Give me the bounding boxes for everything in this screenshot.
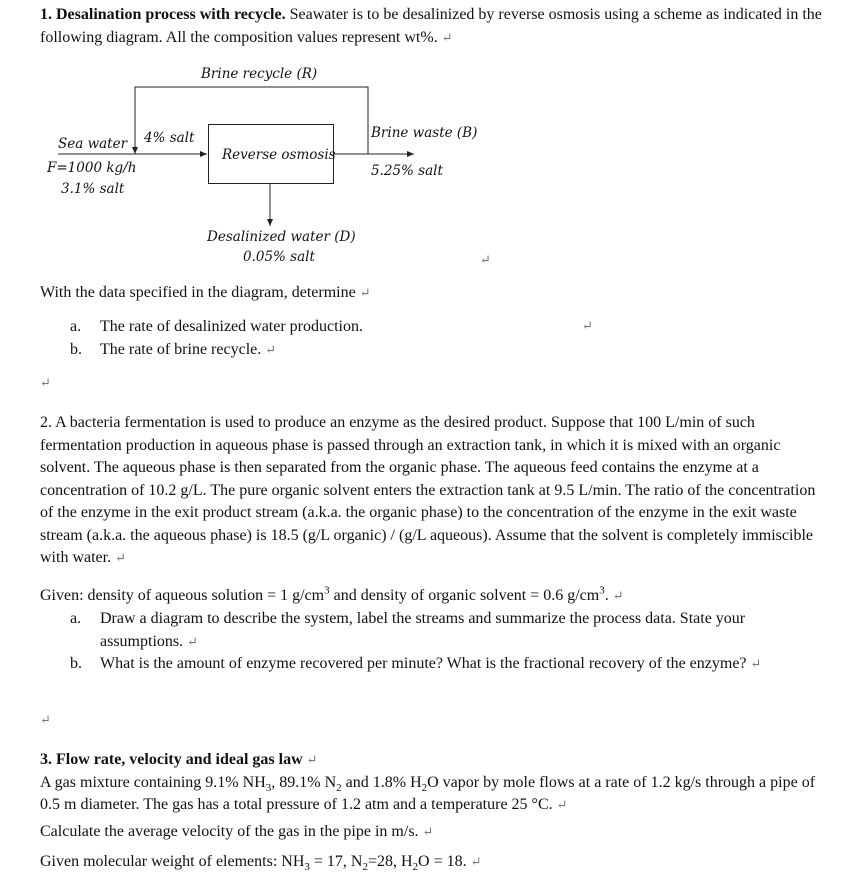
recycle-label: Brine recycle (R): [201, 66, 318, 82]
problem-3-text: , 89.1% N: [271, 773, 337, 791]
given-text: O = 18.: [418, 853, 467, 870]
given-text: = 17, N: [309, 853, 363, 870]
return-mark: ↵: [40, 375, 51, 390]
problem-1-questions: [70, 316, 830, 361]
superscript: 3: [324, 584, 330, 597]
feed-rate-label: F=1000 kg/h: [47, 160, 137, 176]
return-mark: ↵: [441, 29, 453, 45]
brine-salt-label: 5.25% salt: [371, 163, 443, 179]
return-mark: ↵: [115, 550, 126, 565]
item-text-body: What is the amount of enzyme recovered per minute? What is the fractional recovery of the enzyme?: [100, 655, 747, 672]
item-marker: b.: [70, 340, 82, 358]
list-item: [70, 316, 830, 339]
return-mark: ↵: [750, 656, 762, 671]
item-text: [100, 653, 761, 676]
return-mark: ↵: [582, 318, 593, 333]
product-label: Desalinized water (D): [207, 229, 356, 245]
question-text: Calculate the average velocity of the gas in the pipe in m/s.: [40, 823, 419, 840]
return-mark: ↵: [556, 797, 568, 812]
return-mark: ↵: [612, 588, 624, 603]
return-mark: ↵: [40, 712, 51, 727]
problem-2-statement: [40, 412, 830, 570]
problem-1-intro: Seawater is to be desalinized by reverse osmosis using a scheme as indicated in the following diagram. All the composition values represent wt%.: [40, 6, 822, 46]
problem-3-statement: [40, 749, 830, 817]
return-mark: ↵: [422, 824, 434, 839]
item-marker: b.: [70, 655, 82, 672]
problem-3-question: [40, 821, 830, 844]
feed-salt-label: 3.1% salt: [61, 181, 125, 197]
item-text-body: Draw a diagram to describe the system, label the streams and summarize the process data. State your assumptions.: [100, 610, 746, 650]
return-mark: ↵: [480, 252, 491, 267]
problem-3-given: [40, 851, 830, 874]
list-item: [70, 339, 830, 362]
seawater-label: Sea water: [58, 136, 128, 152]
given-text: Given molecular weight of elements: NH: [40, 853, 305, 870]
problem-2-given: [40, 585, 830, 608]
subscript: 2: [362, 861, 368, 874]
superscript: 3: [599, 584, 605, 597]
subscript: 2: [336, 781, 342, 794]
list-item: [70, 608, 830, 653]
return-mark: ↵: [359, 285, 371, 300]
return-mark: ↵: [187, 633, 199, 649]
subscript: 2: [412, 861, 419, 874]
return-mark: ↵: [306, 752, 318, 767]
item-text: [100, 608, 830, 653]
subscript: 3: [265, 781, 272, 794]
problem-1-prompt: [40, 282, 830, 305]
item-text: The rate of desalinized water production.: [100, 318, 363, 335]
unit-label: Reverse osmosis: [222, 147, 336, 163]
return-mark: ↵: [265, 341, 277, 357]
problem-3-text: and 1.8% H: [341, 773, 422, 791]
product-salt-label: 0.05% salt: [243, 249, 315, 265]
brine-waste-label: Brine waste (B): [371, 125, 478, 141]
given-text: and density of organic solvent = 0.6 g/cm: [329, 587, 600, 604]
problem-1-title: 1. Desalination process with recycle.: [40, 6, 286, 23]
problem-2-body: 2. A bacteria fermentation is used to produce an enzyme as the desired product. Suppose that 100 L/min of such fermentation production in aqueous phase is passed through an extraction tank, in which it is mixed with an organic solvent. The aqueous phase is then separated from the organic phase. The aqueous feed contains the enzyme at a concentration of 10.2 g/L. The pure organic solvent enters the extraction tank at 9.5 L/min. The ratio of the concentration of the enzyme in the exit product stream (a.k.a. the organic phase) to the concentration of the enzyme in the exit waste stream (a.k.a. the aqueous phase) is 18.5 (g/L organic) / (g/L aqueous). Assume that the solvent is completely immiscible with water.: [40, 414, 816, 566]
item-text: The rate of brine recycle.: [100, 340, 262, 358]
subscript: 2: [421, 781, 428, 794]
given-text: =28, H: [367, 853, 413, 870]
problem-3-title: 3. Flow rate, velocity and ideal gas law: [40, 751, 303, 768]
problem-3-text: A gas mixture containing 9.1% NH: [40, 773, 266, 791]
list-item: [70, 653, 830, 676]
item-marker: a.: [70, 610, 82, 627]
item-marker: a.: [70, 318, 82, 335]
prompt-text: With the data specified in the diagram, determine: [40, 284, 356, 301]
mix-salt-label: 4% salt: [144, 130, 195, 146]
return-mark: ↵: [470, 854, 482, 869]
problem-2-questions: [70, 608, 830, 676]
given-text: .: [604, 587, 609, 604]
given-text: Given: density of aqueous solution = 1 g/cm: [40, 587, 325, 604]
subscript: 3: [304, 861, 310, 874]
problem-3-text: O vapor by mole flows at a rate of 1.2 kg/s through a pipe of 0.5 m diameter. The gas has a total pressure of 1.2 atm and a temperature 25 °C.: [40, 773, 816, 813]
